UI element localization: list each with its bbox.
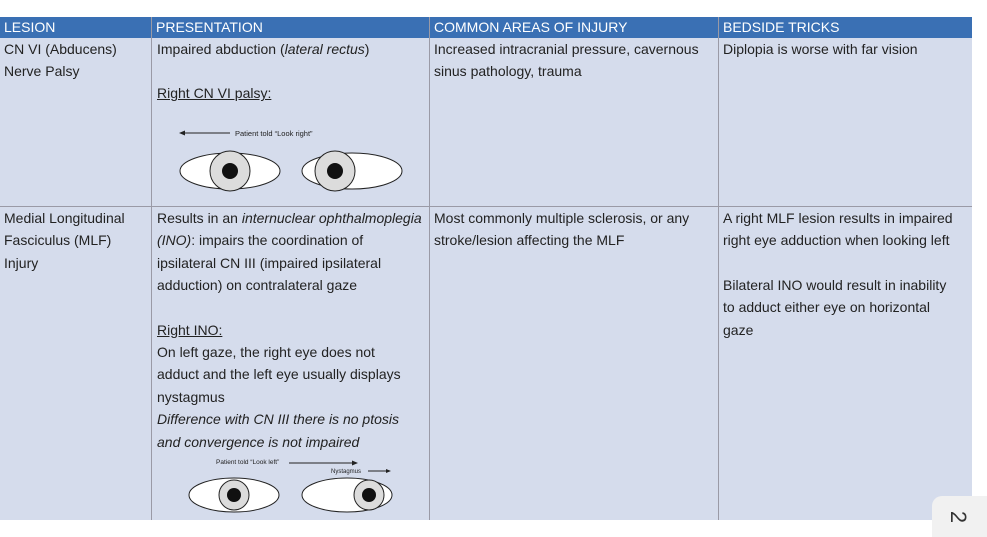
arrow-right-icon [352,461,358,466]
row1-presentation: Impaired abduction (lateral rectus) Right CN VI palsy: [157,38,427,105]
left-eye-icon [302,478,392,512]
page-number: 2 [946,510,972,524]
figure-label: Patient told “Look right” [235,129,313,138]
row1-lesion: CN VI (Abducens) Nerve Palsy [4,41,117,80]
row2-subtitle: Right INO: [157,321,223,338]
header-bedside-tricks: BEDSIDE TRICKS [719,17,972,38]
column-divider [429,17,430,520]
row2-common-areas: Most commonly multiple sclerosis, or any stroke/lesion affecting the MLF [434,210,690,249]
header-common-areas: COMMON AREAS OF INJURY [430,17,719,38]
figure-label: Patient told “Look left” [216,459,280,466]
header-presentation: PRESENTATION [152,17,430,38]
row1-bedside-tricks: Diplopia is worse with far vision [723,41,918,57]
row2-presentation: Results in an internuclear ophthalmoplegia (INO): impairs the coordination of ipsilateral CN III (impaired ipsilateral adduction) on contralateral gaze Right INO: On left gaze, the right eye does not adduct and the left eye usually displays nystagmus Difference with CN III there is no ptosis and convergence is not impaired [157,207,427,453]
right-cn6-palsy-figure [152,121,430,201]
column-divider [718,17,719,520]
row2-bedside-tricks: A right MLF lesion results in impaired right eye adduction when looking left Bilateral INO would result in inability to adduct either eye on horizontal gaze [723,210,953,338]
header-lesion: LESION [0,17,152,38]
right-eye-icon [189,478,279,512]
row1-subtitle: Right CN VI palsy: [157,85,272,102]
nystagmus-label: Nystagmus [331,469,362,475]
right-eye-icon [302,151,402,191]
right-ino-figure [152,453,430,519]
left-eye-icon [180,151,280,191]
arrow-left-icon [179,131,185,136]
clinical-table [0,17,972,520]
arrow-right-icon [386,469,391,473]
column-divider [151,17,152,520]
page-number-badge[interactable] [932,496,987,537]
row2-lesion: Medial Longitudinal Fasciculus (MLF) Injury [4,210,125,271]
row1-common-areas: Increased intracranial pressure, cavernous sinus pathology, trauma [434,41,699,80]
